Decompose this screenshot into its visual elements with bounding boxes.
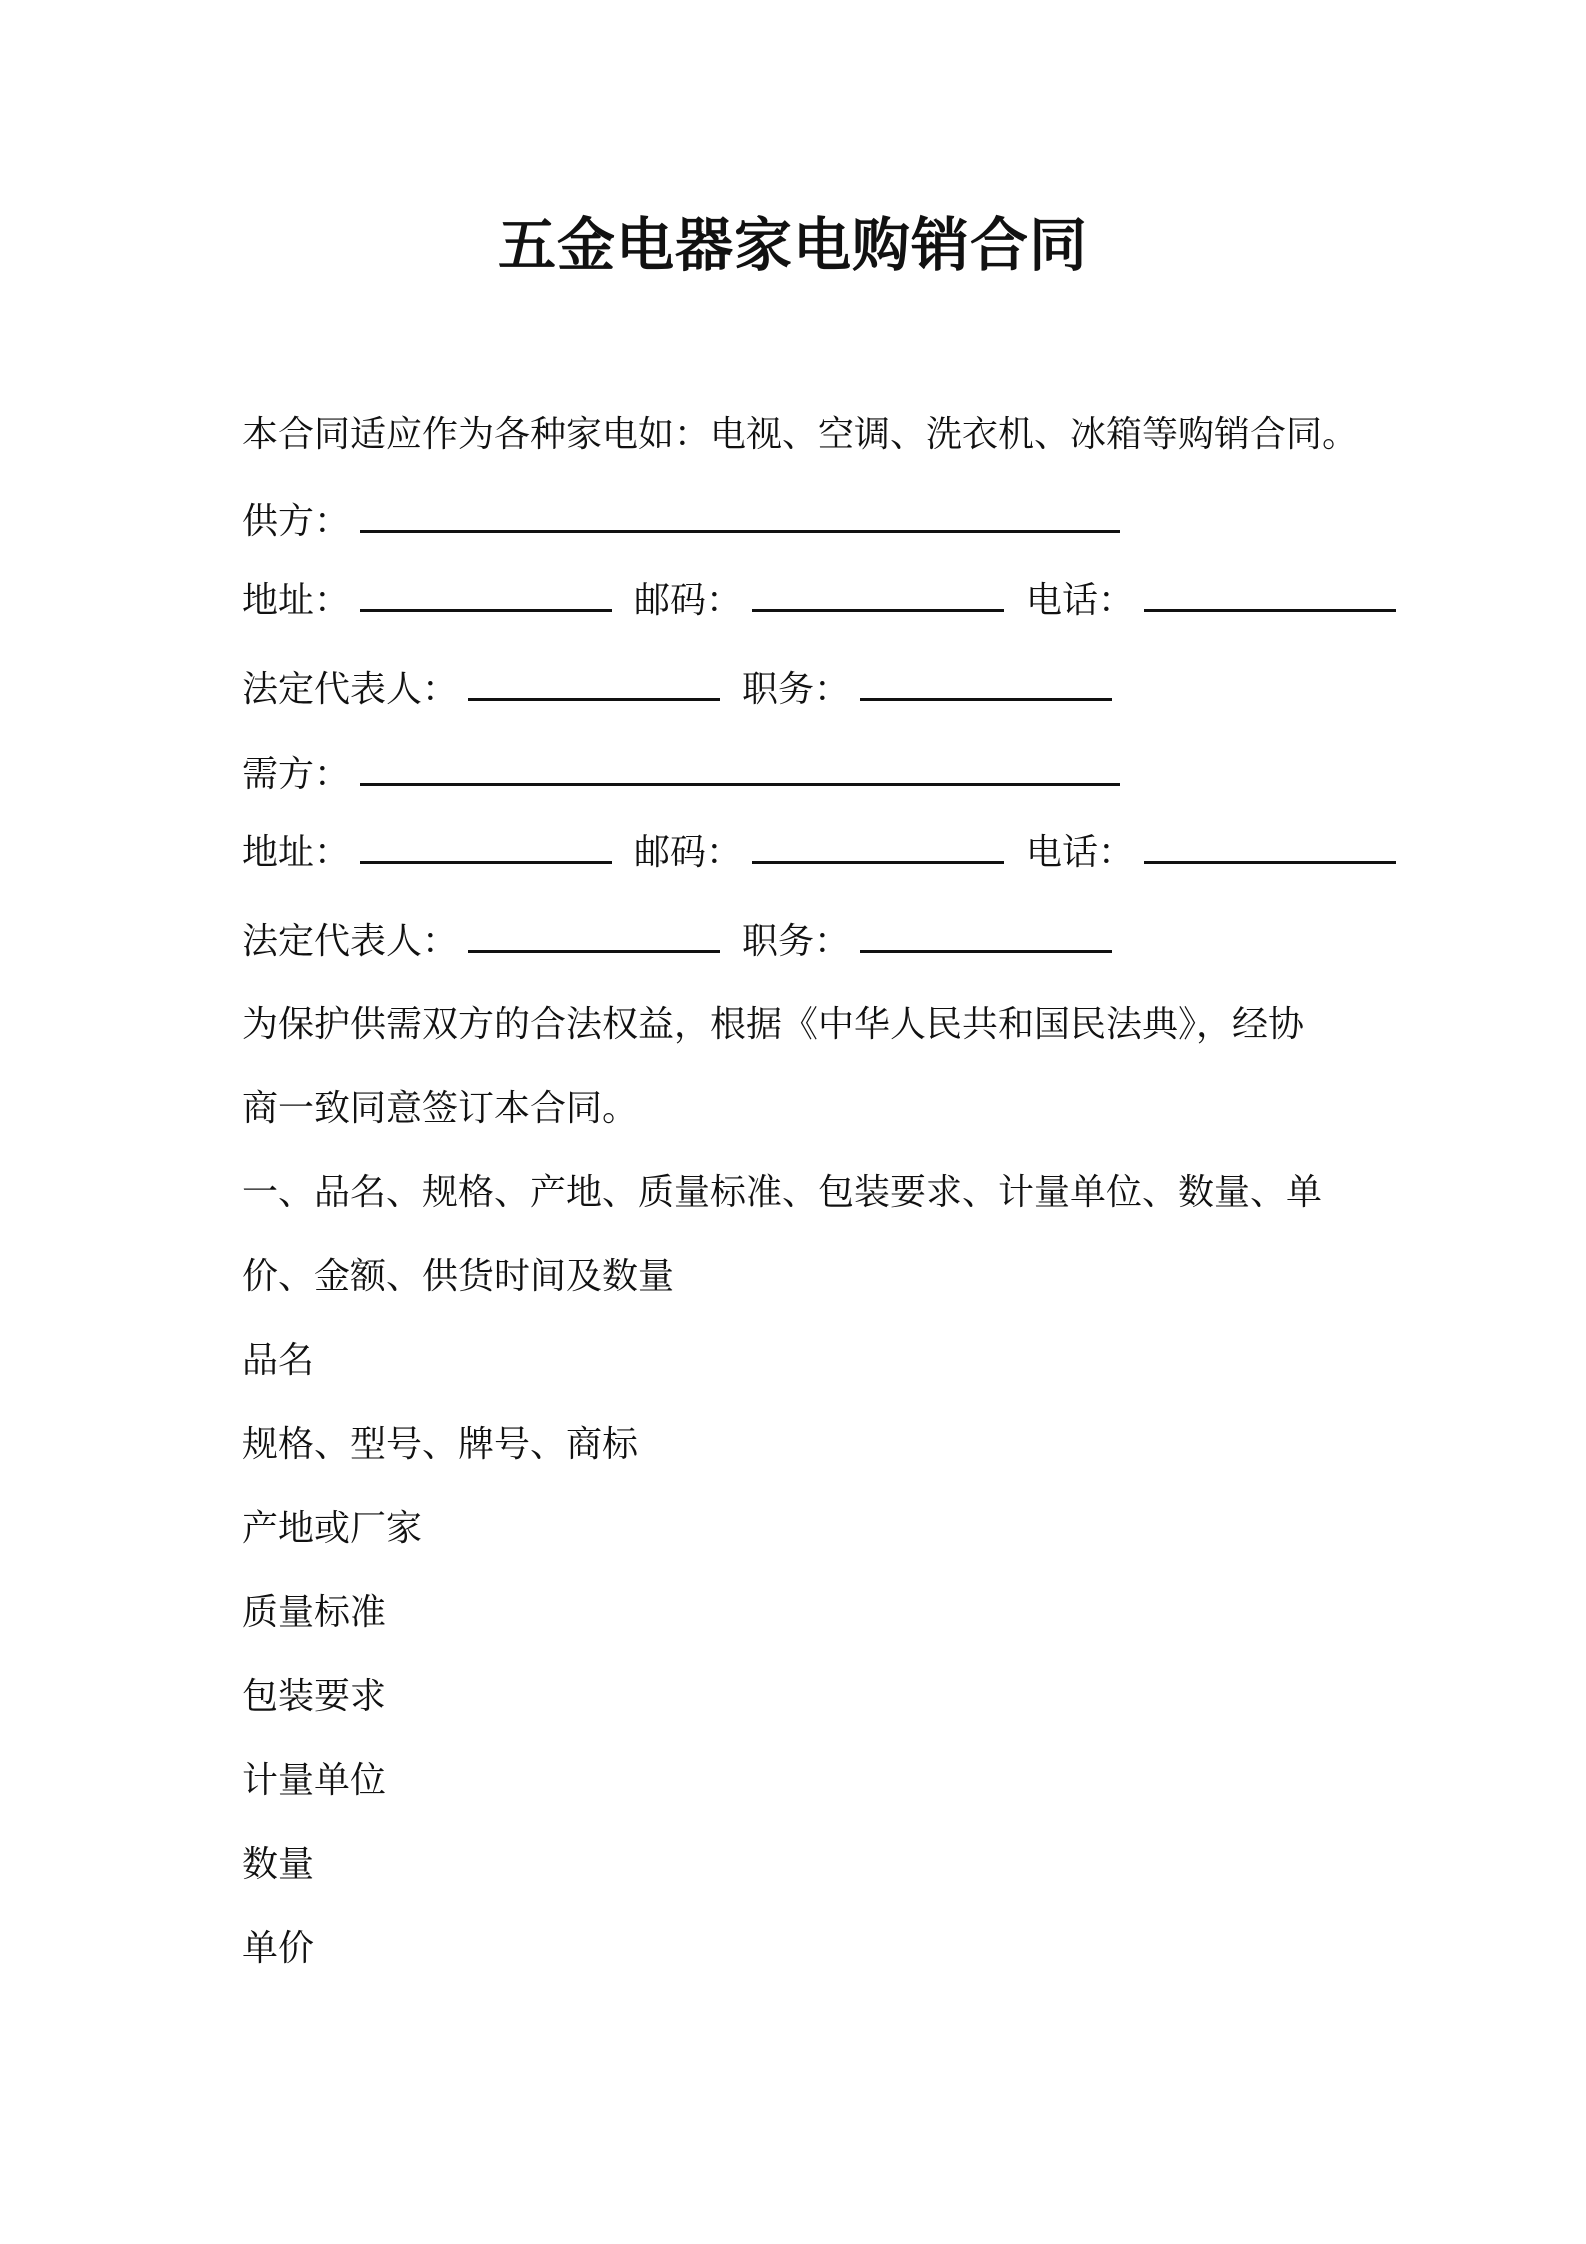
buyer-position-blank[interactable] <box>860 920 1112 953</box>
supplier-name-blank[interactable] <box>360 500 1120 533</box>
section-1-heading-line-2: 价、金额、供货时间及数量 <box>242 1256 675 1297</box>
buyer-contact-line <box>242 828 1396 878</box>
item-unit-price: 单价 <box>242 1928 315 1969</box>
item-quality-standard: 质量标准 <box>242 1592 387 1633</box>
buyer-postcode-blank[interactable] <box>752 831 1004 864</box>
item-packaging: 包装要求 <box>242 1676 387 1717</box>
item-specification: 规格、型号、牌号、商标 <box>242 1424 639 1465</box>
buyer-label: 需方： <box>242 754 351 795</box>
document-title: 五金电器家电购销合同 <box>497 211 1088 279</box>
supplier-legal-rep-blank[interactable] <box>468 668 720 701</box>
buyer-name-blank[interactable] <box>360 753 1120 786</box>
supplier-address-blank[interactable] <box>360 579 612 612</box>
buyer-line <box>242 750 1120 800</box>
buyer-postcode-label: 邮码： <box>634 832 743 873</box>
buyer-rep-line <box>242 917 1112 967</box>
supplier-position-blank[interactable] <box>860 668 1112 701</box>
supplier-phone-blank[interactable] <box>1144 579 1396 612</box>
buyer-position-label: 职务： <box>742 921 851 962</box>
supplier-address-label: 地址： <box>242 580 351 621</box>
supplier-contact-line <box>242 576 1396 626</box>
buyer-phone-blank[interactable] <box>1144 831 1396 864</box>
supplier-position-label: 职务： <box>742 669 851 710</box>
item-unit-of-measure: 计量单位 <box>242 1760 387 1801</box>
supplier-legal-rep-label: 法定代表人： <box>242 669 459 710</box>
supplier-postcode-blank[interactable] <box>752 579 1004 612</box>
section-1-heading-line-1: 一、品名、规格、产地、质量标准、包装要求、计量单位、数量、单 <box>242 1172 1323 1213</box>
buyer-phone-label: 电话： <box>1026 832 1135 873</box>
buyer-legal-rep-blank[interactable] <box>468 920 720 953</box>
buyer-legal-rep-label: 法定代表人： <box>242 921 459 962</box>
supplier-rep-line <box>242 665 1112 715</box>
buyer-address-blank[interactable] <box>360 831 612 864</box>
purpose-line-1: 为保护供需双方的合法权益，根据《中华人民共和国民法典》，经协 <box>242 1004 1305 1045</box>
intro-paragraph: 本合同适应作为各种家电如：电视、空调、洗衣机、冰箱等购销合同。 <box>242 414 1359 455</box>
item-origin: 产地或厂家 <box>242 1508 423 1549</box>
item-quantity: 数量 <box>242 1844 315 1885</box>
supplier-label: 供方： <box>242 501 351 542</box>
supplier-phone-label: 电话： <box>1026 580 1135 621</box>
supplier-postcode-label: 邮码： <box>634 580 743 621</box>
item-product-name: 品名 <box>242 1340 315 1381</box>
purpose-line-2: 商一致同意签订本合同。 <box>242 1088 639 1129</box>
supplier-line <box>242 497 1120 547</box>
buyer-address-label: 地址： <box>242 832 351 873</box>
